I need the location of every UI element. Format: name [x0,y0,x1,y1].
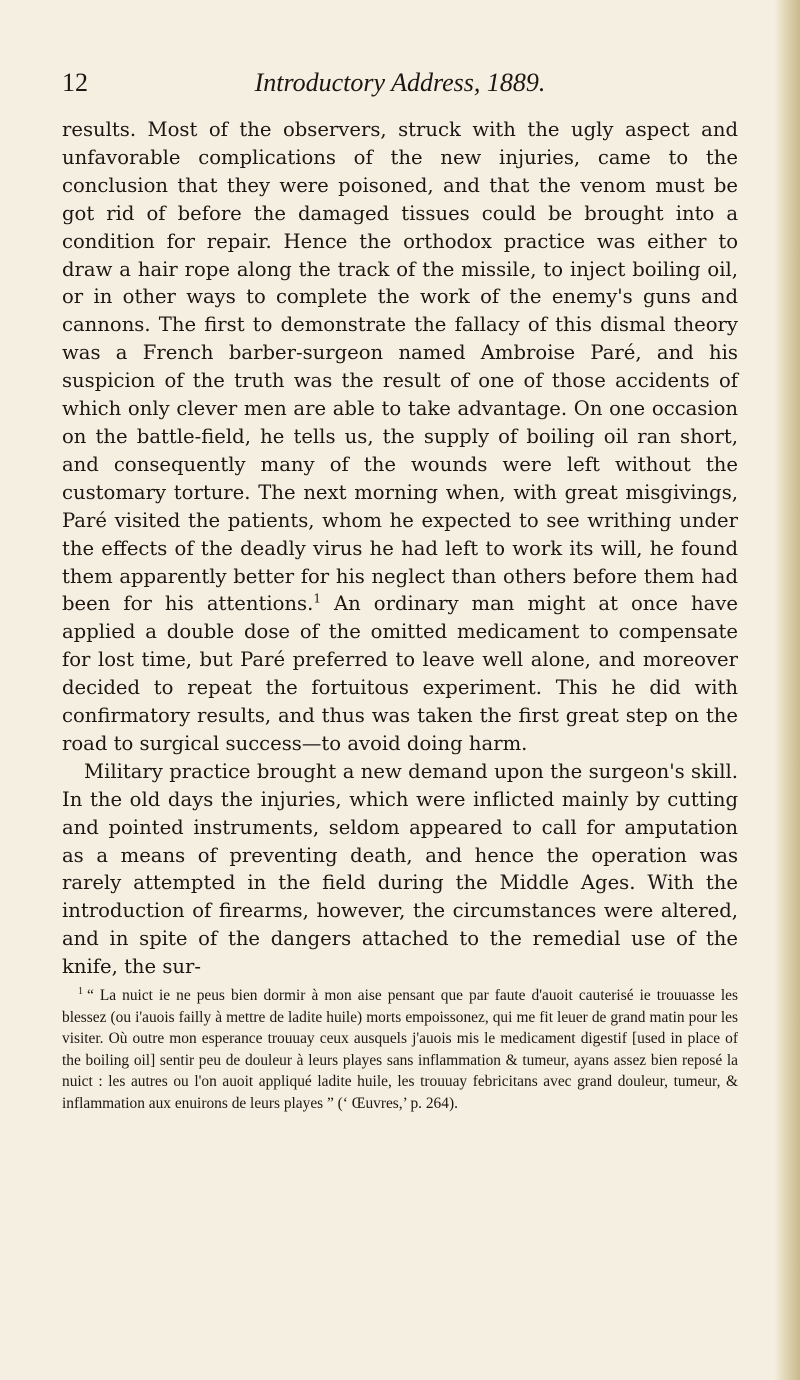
page-header [62,68,738,108]
running-title: Introductory Address, 1889. [254,68,546,97]
paragraph-1-part-2: An ordinary man might at once have applied a double dose of the omitted medicament to compensate for lost time, but Paré preferred to leave well alone, and moreover decided to repeat the fortuitous experiment. This he did with confirmatory results, and thus was taken the first great step on the road to surgical success—to avoid doing harm. [62,592,738,755]
footnote-mark: 1 [78,985,83,997]
page-edge-shadow [774,0,800,1380]
footnote-text: “ La nuict ie ne peus bien dormir à mon aise pensant que par faute d'auoit cauterisé ie trouuasse les blessez (ou i'auois failly à mettre de ladite huile) morts empoissonez, qui me fit leuer de grand matin pour les visiter. Où outre mon esperance trouuay ceux ausquels j'auois mis le medicament digestif [used in place of the boiling oil] sentir peu de douleur à leurs playes sans inflammation & tumeur, ayans assez bien reposé la nuict : les autres ou l'on auoit appliqué ladite huile, les trouuay febricitans avec grand douleur, tumeur, & inflammation aux enuirons de leurs playes ” (‘ Œuvres,’ p. 264). [62,987,738,1113]
book-page [62,68,738,1115]
body-text [62,116,738,981]
paragraph-1 [62,116,738,758]
paragraph-2: Military practice brought a new demand upon the surgeon's skill. In the old days the injuries, which were inflicted mainly by cutting and pointed instruments, seldom appeared to call for amputation as a means of preventing death, and hence the operation was rarely attempted in the field during the Middle Ages. With the introduction of firearms, however, the circumstances were altered, and in spite of the dangers attached to the remedial use of the knife, the sur- [62,759,738,979]
footnote-reference[interactable]: 1 [313,591,321,606]
paragraph-1-part-1: results. Most of the observers, struck with the ugly aspect and unfavorable complications of the new injuries, came to the conclusion that they were poisoned, and that the venom must be got rid of before the damaged tissues could be brought into a condition for repair. Hence the orthodox practice was either to draw a hair rope along the track of the missile, to inject boiling oil, or in other ways to complete the work of the enemy's guns and cannons. The first to demonstrate the fallacy of this dismal theory was a French barber-surgeon named Ambroise Paré, and his suspicion of the truth was the result of one of those accidents of which only clever men are able to take advantage. On one occasion on the battle-field, he tells us, the supply of boiling oil ran short, and consequently many of the wounds were left without the customary torture. The next morning when, with great misgivings, Paré visited the patients, whom he expected to see writhing under the effects of the deadly virus he had left to work its will, he found them apparently better for his neglect than others before them had been for his attentions. [62,118,738,616]
page-number: 12 [62,68,88,97]
footnote [62,985,738,1115]
